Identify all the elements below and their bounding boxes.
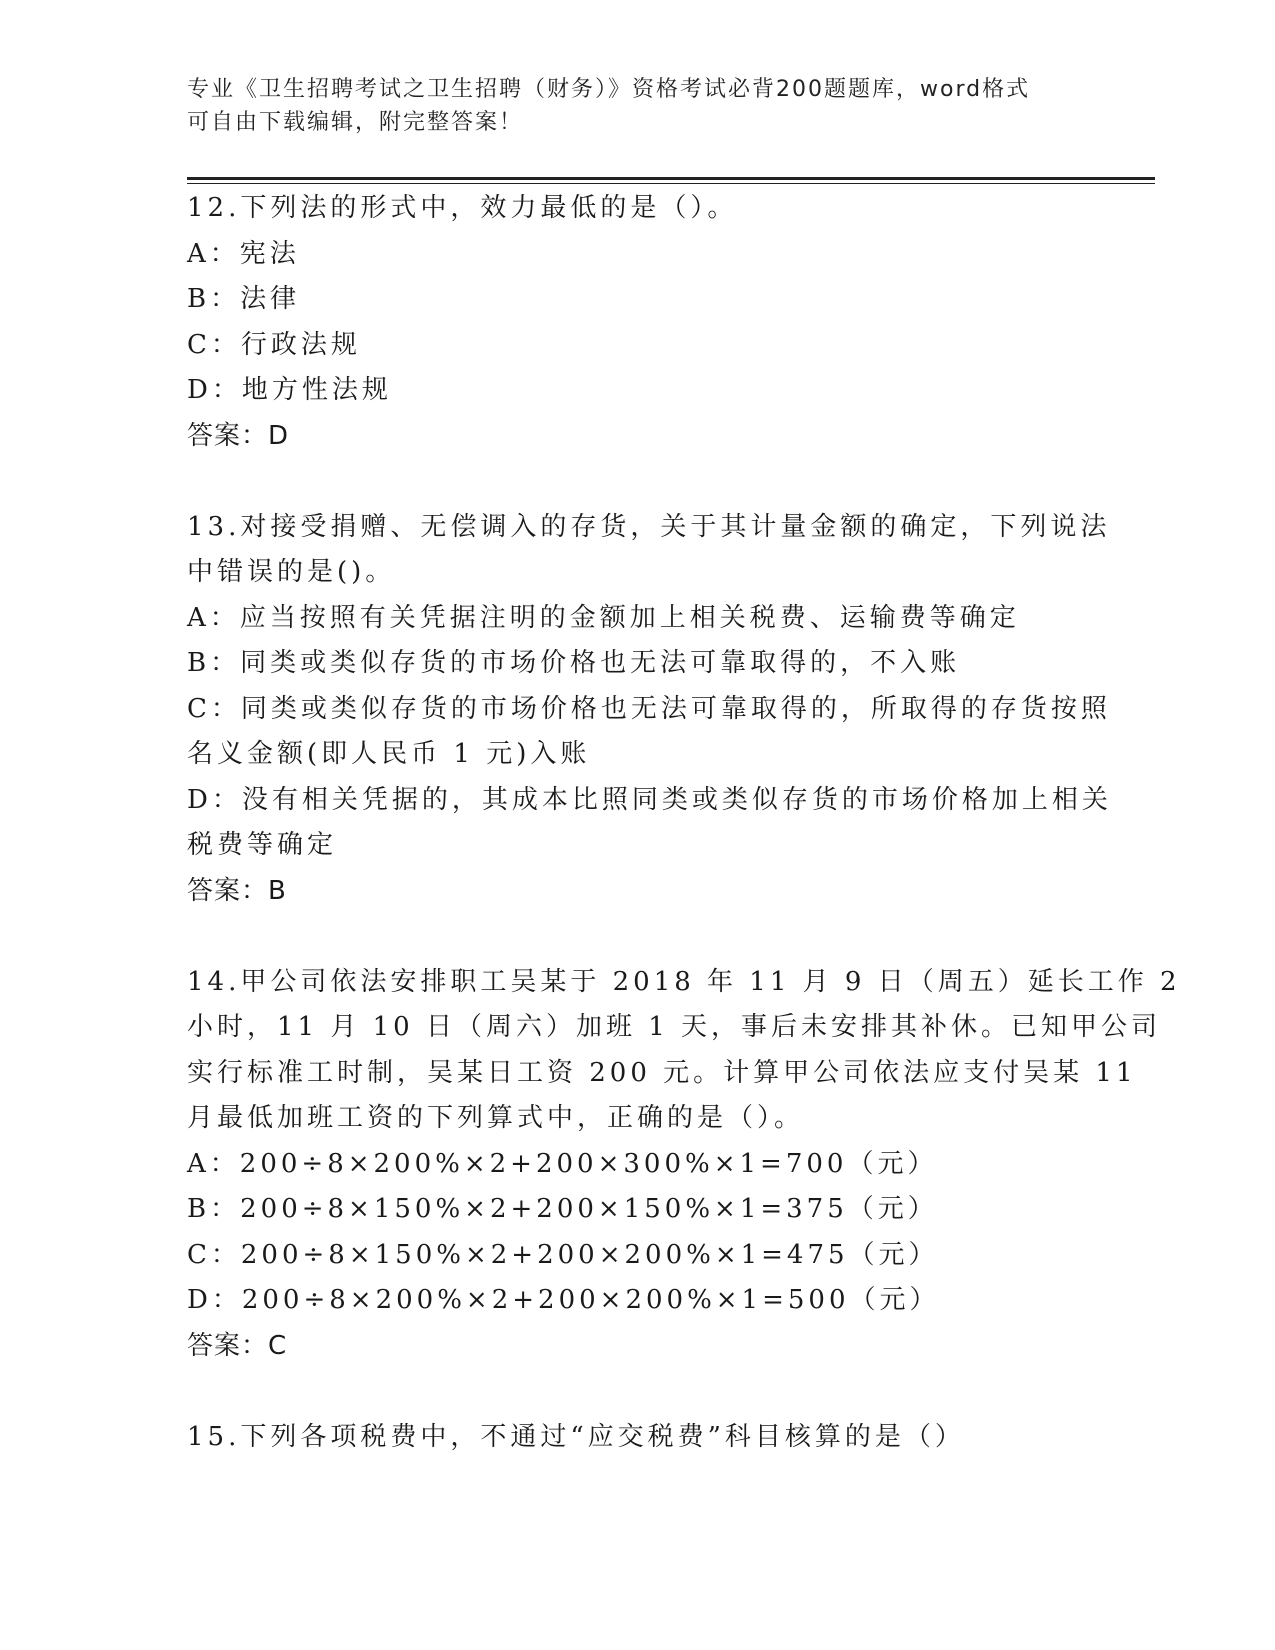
question-list xyxy=(187,186,1181,1460)
question-stem: 实行标准工时制，吴某日工资 200 元。计算甲公司依法应支付吴某 11 xyxy=(187,1057,1137,1088)
question-stem: 12.下列法的形式中，效力最低的是（）。 xyxy=(187,193,738,223)
answer-option: D：没有相关凭据的，其成本比照同类或类似存货的市场价格加上相关 xyxy=(187,784,1112,815)
answer-option: B：200÷8×150%×2+200×150%×1=375（元） xyxy=(187,1194,938,1224)
question-block xyxy=(187,505,1112,915)
answer-option: B：法律 xyxy=(187,284,301,314)
question-block xyxy=(187,186,1087,459)
question-stem: 15.下列各项税费中，不通过“应交税费”科目核算的是（） xyxy=(187,1421,965,1452)
answer-option: D：地方性法规 xyxy=(187,375,392,405)
question-stem: 月最低加班工资的下列算式中，正确的是（）。 xyxy=(187,1103,805,1133)
answer-option: C：同类或类似存货的市场价格也无法可靠取得的，所取得的存货按照 xyxy=(187,693,1111,724)
answer-option: 税费等确定 xyxy=(187,830,338,860)
answer-option: B：同类或类似存货的市场价格也无法可靠取得的，不入账 xyxy=(187,648,961,678)
answer-option: C：行政法规 xyxy=(187,329,361,360)
answer-option: 名义金额(即人民币 1 元)入账 xyxy=(187,739,591,769)
question-spacer xyxy=(187,459,1087,505)
answer-option: D：200÷8×200%×2+200×200%×1=500（元） xyxy=(187,1285,940,1315)
answer-key: 答案：C xyxy=(187,1330,288,1361)
answer-key: 答案：B xyxy=(187,875,287,906)
question-stem: 中错误的是()。 xyxy=(187,557,396,587)
question-stem: 小时，11 月 10 日（周六）加班 1 天，事后未安排其补休。已知甲公司 xyxy=(187,1012,1162,1042)
question-spacer xyxy=(187,1369,1087,1415)
question-stem: 14.甲公司依法安排职工吴某于 2018 年 11 月 9 日（周五）延长工作 2 xyxy=(187,966,1181,997)
header-divider-thick xyxy=(187,177,1155,180)
header-line-1: 专业《卫生招聘考试之卫生招聘（财务）》资格考试必背200题题库，word格式 xyxy=(187,77,1031,102)
header-divider-thin xyxy=(187,183,1155,184)
question-stem: 13.对接受捐赠、无偿调入的存货，关于其计量金额的确定，下列说法 xyxy=(187,511,1111,542)
answer-option: A：宪法 xyxy=(187,238,300,269)
answer-option: C：200÷8×150%×2+200×200%×1=475（元） xyxy=(187,1239,939,1270)
answer-key: 答案：D xyxy=(187,420,290,451)
header-line-2: 可自由下载编辑，附完整答案！ xyxy=(187,110,524,135)
question-block xyxy=(187,1415,1087,1461)
answer-option: A：应当按照有关凭据注明的金额加上相关税费、运输费等确定 xyxy=(187,602,1020,633)
answer-option: A：200÷8×200%×2+200×300%×1=700（元） xyxy=(187,1148,938,1179)
question-spacer xyxy=(187,914,1087,960)
document-header xyxy=(187,73,1087,139)
question-block xyxy=(187,960,1181,1370)
